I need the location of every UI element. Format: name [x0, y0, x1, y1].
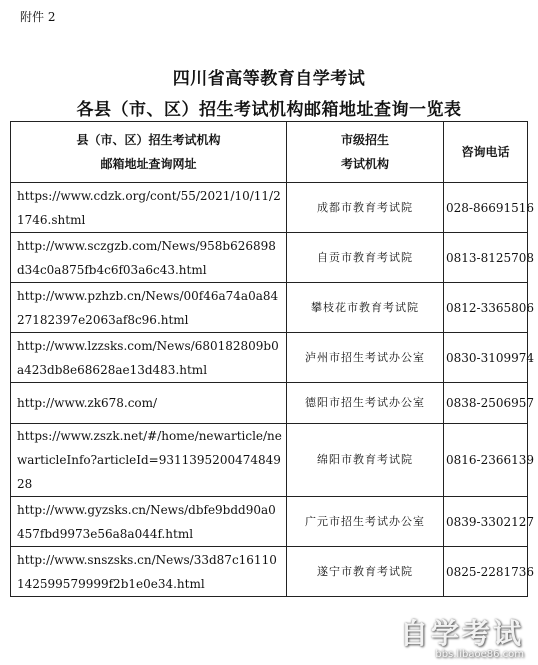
table-row [11, 183, 528, 233]
attachment-label: 附件 2 [20, 10, 56, 24]
row-institution: 绵阳市教育考试院 [287, 424, 444, 497]
table-header-row [11, 122, 528, 183]
row-phone: 0812-3365806 [444, 283, 528, 333]
row-url-link[interactable]: https://www.cdzk.org/cont/55/2021/10/11/21746.shtml [11, 183, 287, 233]
row-phone: 0839-3302127 [444, 497, 528, 547]
table-row [11, 424, 528, 497]
row-url-link[interactable]: http://www.sczgzb.com/News/958b626898d34c0a875fb4c6f03a6c43.html [11, 233, 287, 283]
table-row [11, 283, 528, 333]
row-url-link[interactable]: http://www.pzhzb.cn/News/00f46a74a0a8427182397e2063af8c96.html [11, 283, 287, 333]
document-title: 四川省高等教育自学考试 [172, 69, 366, 89]
header-phone-column: 咨询电话 [444, 122, 528, 183]
watermark-url: bbs.libaoe86.com [435, 649, 524, 660]
row-phone: 028-86691516 [444, 183, 528, 233]
header-institution-line2: 考试机构 [340, 157, 389, 171]
site-watermark [400, 619, 524, 661]
watermark-logo: 自学考试 [399, 617, 524, 650]
header-url-line2: 邮箱地址查询网址 [100, 157, 197, 171]
header-institution-column [287, 122, 444, 183]
row-phone: 0816-2366139 [444, 424, 528, 497]
row-phone: 0830-3109974 [444, 333, 528, 383]
header-institution-line1: 市级招生 [340, 133, 389, 147]
document-subtitle: 各县（市、区）招生考试机构邮箱地址查询一览表 [76, 100, 462, 120]
row-institution: 成都市教育考试院 [287, 183, 444, 233]
table-row [11, 383, 528, 424]
row-url-link[interactable]: http://www.lzzsks.com/News/680182809b0a423db8e68628ae13d483.html [11, 333, 287, 383]
table-row [11, 233, 528, 283]
table-row [11, 547, 528, 597]
row-institution: 广元市招生考试办公室 [287, 497, 444, 547]
row-institution: 德阳市招生考试办公室 [287, 383, 444, 424]
row-url-link[interactable]: https://www.zszk.net/#/home/newarticle/newarticleInfo?articleId=931139520047484928 [11, 424, 287, 497]
row-phone: 0838-2506957 [444, 383, 528, 424]
row-phone: 0825-2281736 [444, 547, 528, 597]
row-institution: 自贡市教育考试院 [287, 233, 444, 283]
row-url-link[interactable]: http://www.snszsks.cn/News/33d87c16110142599579999f2b1e0e34.html [11, 547, 287, 597]
header-url-column [11, 122, 287, 183]
table-row [11, 497, 528, 547]
row-institution: 泸州市招生考试办公室 [287, 333, 444, 383]
header-url-line1: 县（市、区）招生考试机构 [76, 133, 221, 147]
row-phone: 0813-8125708 [444, 233, 528, 283]
table-row [11, 333, 528, 383]
row-institution: 攀枝花市教育考试院 [287, 283, 444, 333]
contact-table [10, 121, 535, 597]
row-url-link[interactable]: http://www.gyzsks.cn/News/dbfe9bdd90a0457fbd9973e56a8a044f.html [11, 497, 287, 547]
row-institution: 遂宁市教育考试院 [287, 547, 444, 597]
row-url-link[interactable]: http://www.zk678.com/ [11, 383, 287, 424]
